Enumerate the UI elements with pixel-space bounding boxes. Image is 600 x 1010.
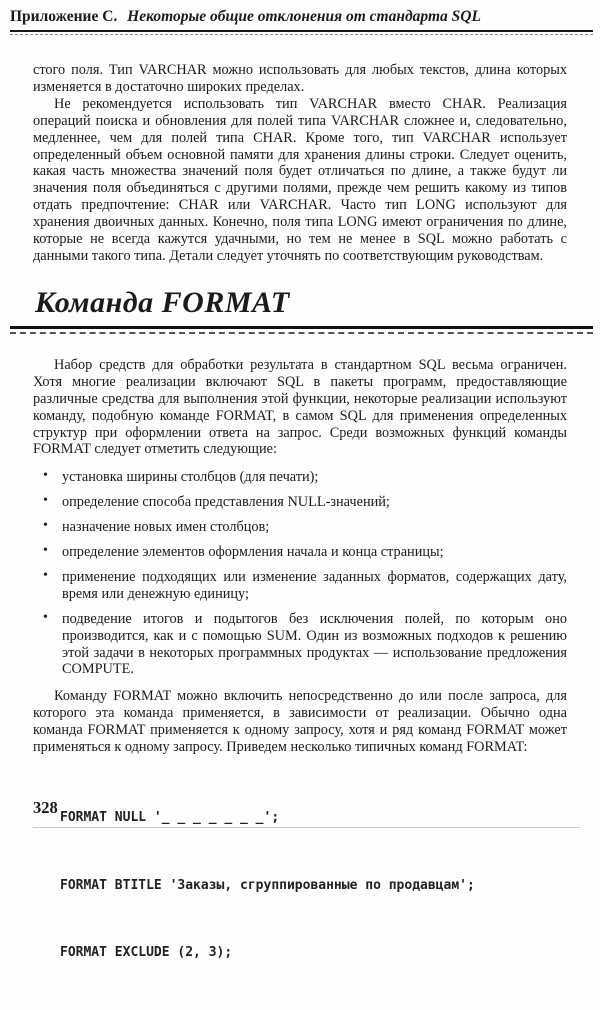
code-sample bbox=[60, 762, 567, 1010]
appendix-label: Приложение C. bbox=[10, 8, 118, 25]
code-line: FORMAT BTITLE 'Заказы, сгруппированные по продавцам'; bbox=[60, 877, 475, 893]
running-head bbox=[10, 7, 593, 32]
bullet-icon: • bbox=[43, 518, 48, 534]
list-item-text: назначение новых имен столбцов; bbox=[62, 519, 270, 536]
list-item bbox=[33, 611, 567, 679]
bullet-icon: • bbox=[43, 493, 48, 509]
list-item bbox=[33, 469, 567, 486]
section-heading-block bbox=[10, 286, 593, 329]
list-item-text: установка ширины столбцов (для печати); bbox=[62, 469, 319, 486]
bullet-icon: • bbox=[43, 468, 48, 484]
paragraph-format-intro: Набор средств для обработки результата в стандартном SQL весьма ограничен. Хотя многие реализации включают SQL в пакеты программ, предоставляющие различные средства для выполнения этой функции, некоторые реализации используют команду, подобную команде FORMAT, в самом SQL для применения определенных структур при оформлении ответа на запрос. Среди возможных функций команды FORMAT следует отметить следующие: bbox=[33, 356, 567, 458]
format-functions-list bbox=[33, 469, 567, 678]
list-item-text: определение способа представления NULL-значений; bbox=[62, 494, 390, 511]
code-line: FORMAT EXCLUDE (2, 3); bbox=[60, 945, 233, 960]
paragraph-format-usage: Команду FORMAT можно включить непосредственно до или после запроса, для которого эта команда применяется, в зависимости от реализации. Обычно одна команда FORMAT применяется к одному запросу, хотя и ряд команд FORMAT может применяться к одному запросу. Приведем несколько типичных команд FORMAT: bbox=[33, 688, 567, 756]
list-item bbox=[33, 494, 567, 511]
list-item-text: определение элементов оформления начала и конца страницы; bbox=[62, 544, 444, 561]
bullet-icon: • bbox=[43, 567, 48, 583]
paragraph-varchar-vs-char: Не рекомендуется использовать тип VARCHAR вместо CHAR. Реализация операций поиска и обновления для полей типа VARCHAR сложнее и, следовательно, медленнее, чем для полей типа CHAR. Кроме того, тип VARCHAR использует определенный объем основной памяти для хранения длины строки. Следует оценить, какая часть множества значений поля будет отличаться по длине, а также будут ли значения поля объединяться с другими полями, прежде чем решить какому из типов отдать предпочтение: CHAR или VARCHAR. Часто тип LONG используют для хранения двоичных данных. Конечно, поля типа LONG имеют ограничения по длине, которые не всегда кажутся удачными, но тем не менее в SQL можно работать с данными такого типа. Детали следует уточнять по соответствующим руководствам. bbox=[33, 95, 567, 264]
section-title: Команда FORMAT bbox=[35, 285, 290, 319]
page-content bbox=[33, 62, 567, 1010]
code-line: FORMAT NULL '_ _ _ _ _ _ _'; bbox=[60, 810, 280, 825]
section-dashed-rule bbox=[10, 332, 593, 334]
paragraph-varchar-continuation: стого поля. Тип VARCHAR можно использовать для любых текстов, длина которых изменяется в достаточно широких пределах. bbox=[33, 62, 567, 95]
list-item-text: применение подходящих или изменение заданных форматов, содержащих дату, время или денежную единицу; bbox=[62, 568, 567, 602]
page-number: 328 bbox=[33, 798, 58, 817]
bullet-icon: • bbox=[43, 609, 48, 625]
header-dashed-rule bbox=[10, 34, 593, 35]
list-item bbox=[33, 544, 567, 561]
list-item bbox=[33, 569, 567, 603]
appendix-title: Некоторые общие отклонения от стандарта SQL bbox=[127, 8, 481, 25]
list-item bbox=[33, 519, 567, 536]
page-bottom-rule bbox=[33, 827, 580, 828]
bullet-icon: • bbox=[43, 543, 48, 559]
list-item-text: подведение итогов и подытогов без исключения полей, по которым оно производится, как и с помощью SUM. Один из возможных подходов к решению этой задачи в некоторых программных продуктах — использование предложения COMPUTE. bbox=[62, 610, 567, 678]
